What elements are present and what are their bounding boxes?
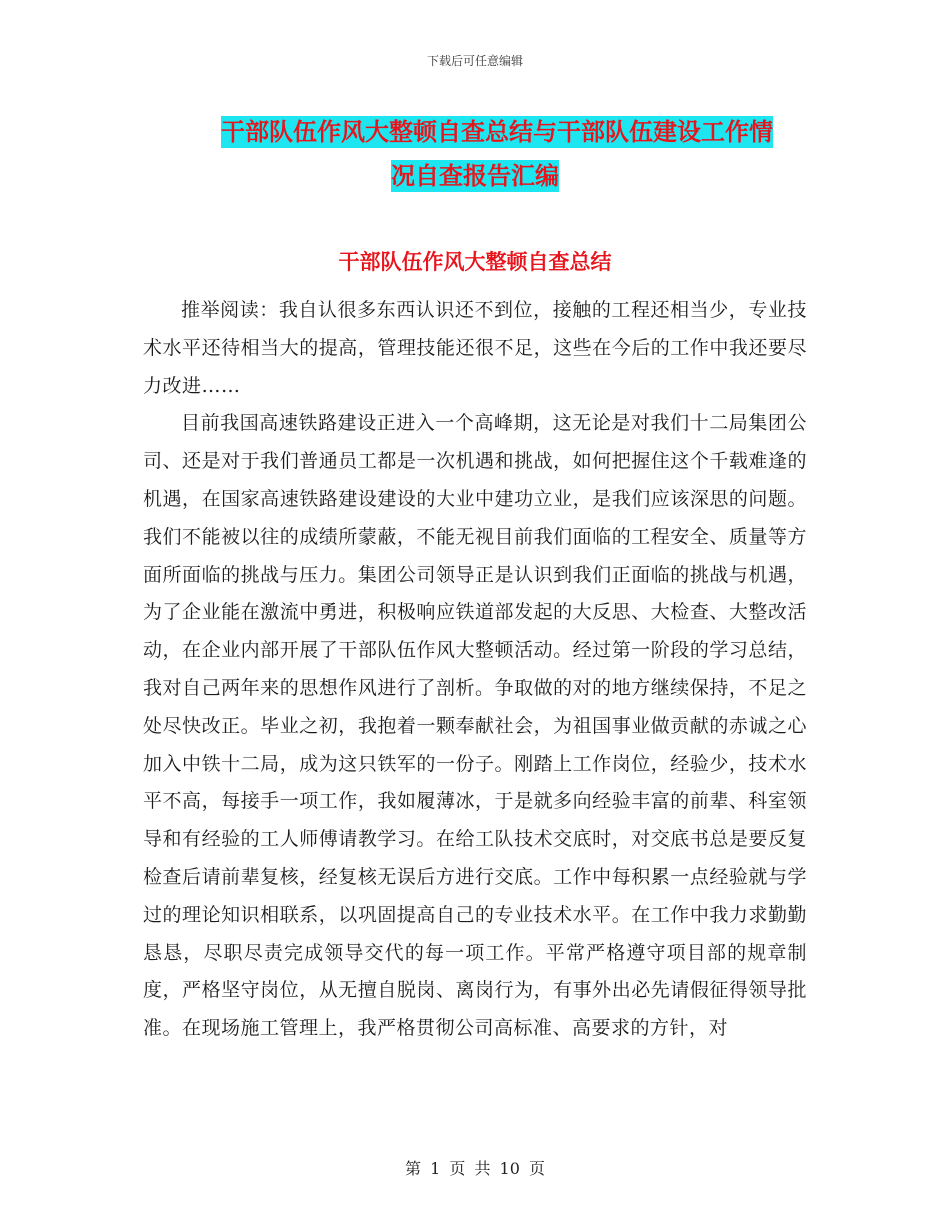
page-footer: 第 1 页 共 10 页 [405,1159,545,1178]
paragraph-intro: 推举阅读：我自认很多东西认识还不到位，接触的工程还相当少，专业技术水平还待相当大的提高，管理技能还很不足，这些在今后的工作中我还要尽力改进…… [143,299,807,397]
header-note: 下载后可任意编辑 [426,54,523,68]
paragraph-main: 目前我国高速铁路建设正进入一个高峰期，这无论是对我们十二局集团公司、还是对于我们普通员工都是一次机遇和挑战，如何把握住这个千载难逢的机遇，在国家高速铁路建设建设的大业中建功立业，是我们应该深思的问题。我们不能被以往的成绩所蒙蔽，不能无视目前我们面临的工程安全、质量等方面所面临的挑战与压力。集团公司领导正是认识到我们正面临的挑战与机遇，为了企业能在激流中勇进，积极响应铁道部发起的大反思、大检查、大整改活动，在企业内部开展了干部队伍作风大整顿活动。经过第一阶段的学习总结，我对自己两年来的思想作风进行了剖析。争取做的对的地方继续保持，不足之处尽快改正。毕业之初，我抱着一颗奉献社会，为祖国事业做贡献的赤诚之心加入中铁十二局，成为这只铁军的一份子。刚踏上工作岗位，经验少，技术水平不高，每接手一项工作，我如履薄冰，于是就多向经验丰富的前辈、科室领导和有经验的工人师傅请教学习。在给工队技术交底时，对交底书总是要反复检查后请前辈复核，经复核无误后方进行交底。工作中每积累一点经验就与学过的理论知识相联系，以巩固提高自己的专业技术水平。在工作中我力求勤勤恳恳，尽职尽责完成领导交代的每一项工作。平常严格遵守项目部的规章制度，严格坚守岗位，从无擅自脱岗、离岗行为，有事外出必先请假征得领导批准。在现场施工管理上，我严格贯彻公司高标准、高要求的方针，对 [143,412,807,1040]
title-line-2: 况自查报告汇编 [391,162,559,190]
body-text [143,292,807,1048]
title-line-1: 干部队伍作风大整顿自查总结与干部队伍建设工作情 [221,118,773,146]
section-title: 干部队伍作风大整顿自查总结 [338,250,612,274]
document-title [0,110,950,198]
